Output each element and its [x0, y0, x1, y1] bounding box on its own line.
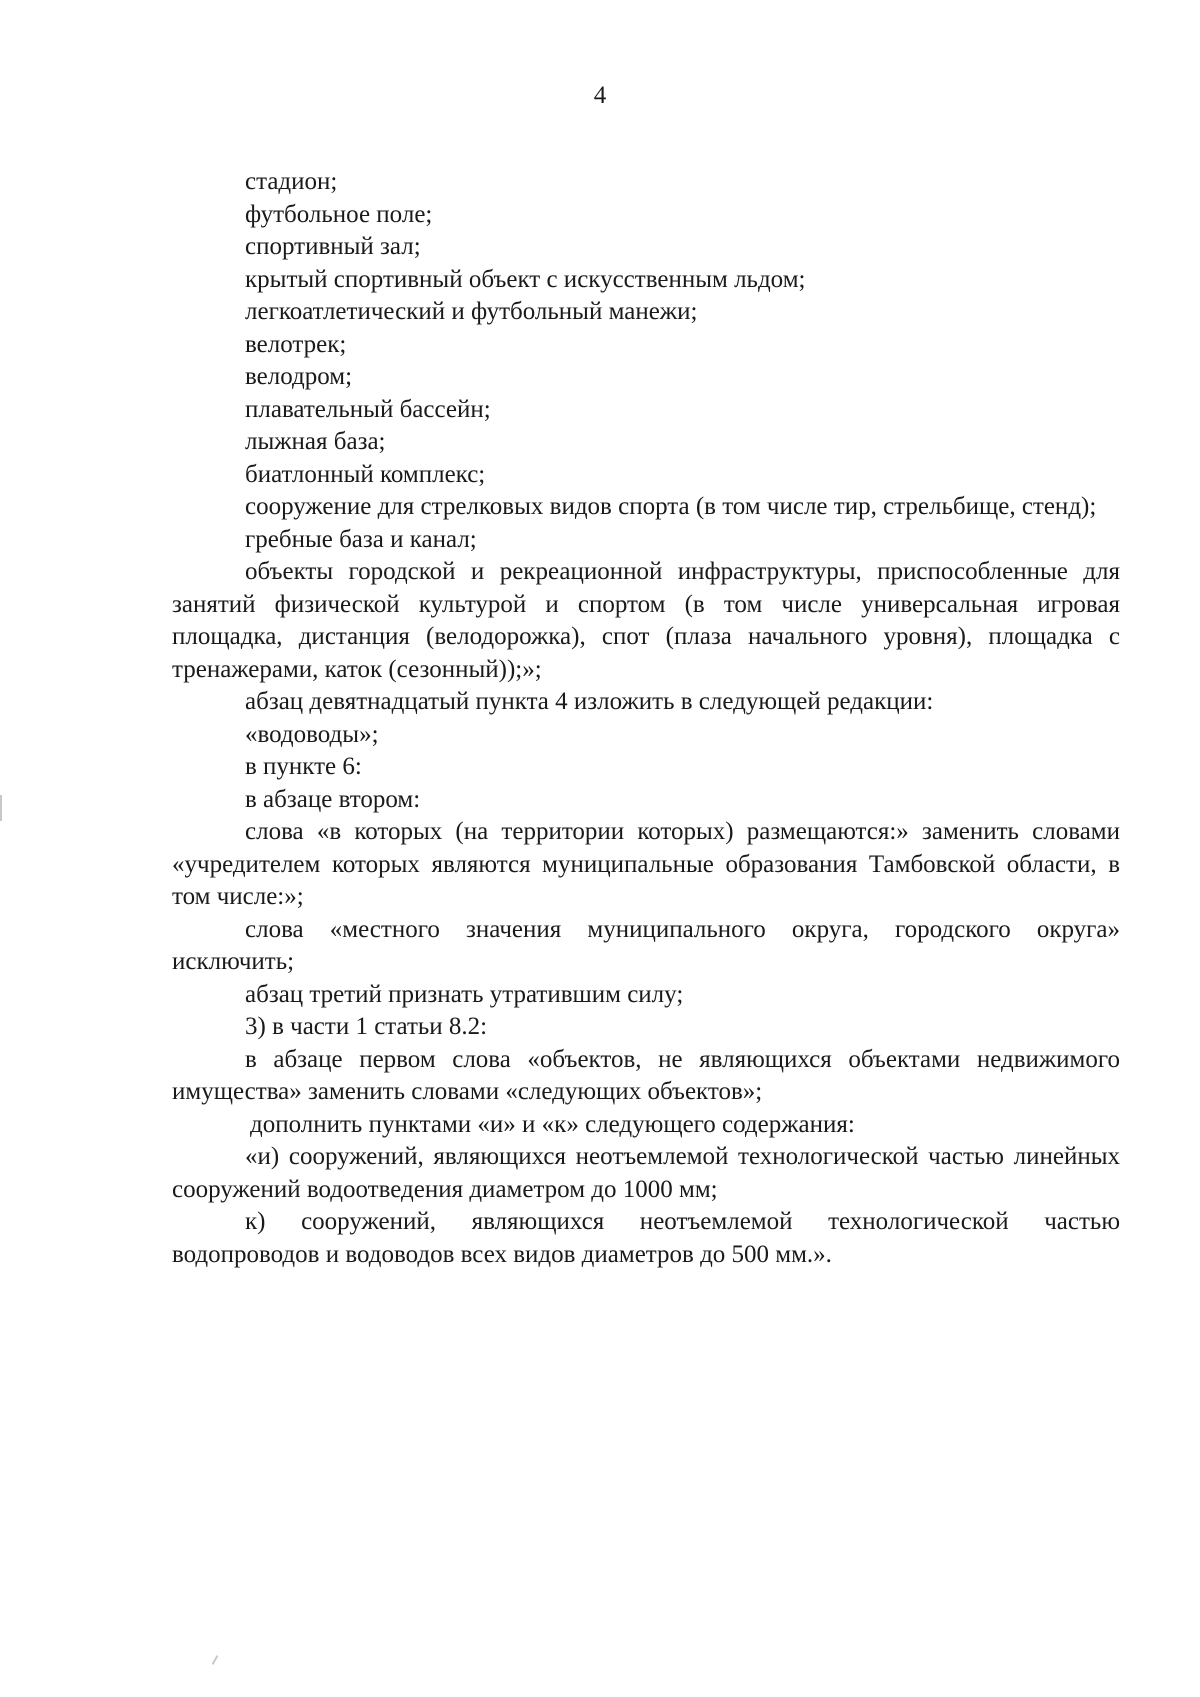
paragraph-replace-words-2: в абзаце первом слова «объектов, не являющихся объектами недвижимого имущества» заменить словами «следующих объектов»;: [172, 1045, 1120, 1105]
list-item-swimming-pool: плавательный бассейн;: [245, 395, 491, 423]
paragraph-point-i: «и) сооружений, являющихся неотъемлемой технологической частью линейных сооружений водоотведения диаметром до 1000 мм;: [172, 1143, 1120, 1203]
list-item-ski-base: лыжная база;: [245, 428, 386, 455]
list-item-biathlon-complex: биатлонный комплекс;: [245, 460, 486, 488]
list-item-ice-facility: крытый спортивный объект с искусственным льдом;: [245, 265, 806, 293]
paragraph-third-abzac-void: абзац третий признать утратившим силу;: [245, 980, 684, 1008]
paragraph-amendment-point-4: абзац девятнадцатый пункта 4 изложить в следующей редакции:: [245, 688, 934, 715]
paragraph-article-8-2: 3) в части 1 статьи 8.2:: [245, 1013, 488, 1040]
list-item-football-field: футбольное поле;: [245, 200, 433, 228]
list-item-arenas: легкоатлетический и футбольный манежи;: [245, 298, 698, 325]
paragraph-point-k: к) сооружений, являющихся неотъемлемой технологической частью водопроводов и водоводов всех видов диаметров до 500 мм.».: [172, 1208, 1120, 1268]
list-item-rowing-base: гребные база и канал;: [245, 525, 477, 553]
paragraph-replace-words-1: слова «в которых (на территории которых) размещаются:» заменить словами «учредителем которых являются муниципальные образования Тамбовской области, в том числе:»;: [172, 818, 1120, 910]
list-item-sports-hall: спортивный зал;: [245, 233, 421, 260]
paragraph-exclude-words: слова «местного значения муниципального округа, городского округа» исключить;: [172, 915, 1120, 975]
list-item-shooting-facility: сооружение для стрелковых видов спорта (в том числе тир, стрельбище, стенд);: [245, 493, 1097, 520]
paragraph-second-abzac: в абзаце втором:: [245, 785, 421, 813]
scan-artifact-bottom: [212, 1655, 219, 1665]
document-body: [172, 166, 1120, 1271]
paragraph-add-points: дополнить пунктами «и» и «к» следующего содержания:: [250, 1110, 855, 1138]
paragraph-water-conduits: «водоводы»;: [245, 720, 379, 748]
list-item-velotrack: велотрек;: [245, 330, 347, 358]
list-item-stadium: стадион;: [245, 168, 338, 195]
scan-artifact-left: [0, 795, 2, 821]
list-item-urban-infrastructure: объекты городской и рекреационной инфраструктуры, приспособленные для занятий физической культурой и спортом (в том числе универсальная игровая площадка, дистанция (велодорожка), спот (плаза начального уровня), площадка с тренажерами, каток (сезонный));»;: [172, 558, 1120, 683]
paragraph-point-6: в пункте 6:: [245, 753, 362, 780]
page-number: 4: [593, 82, 607, 109]
list-item-velodrome: велодром;: [245, 363, 353, 390]
